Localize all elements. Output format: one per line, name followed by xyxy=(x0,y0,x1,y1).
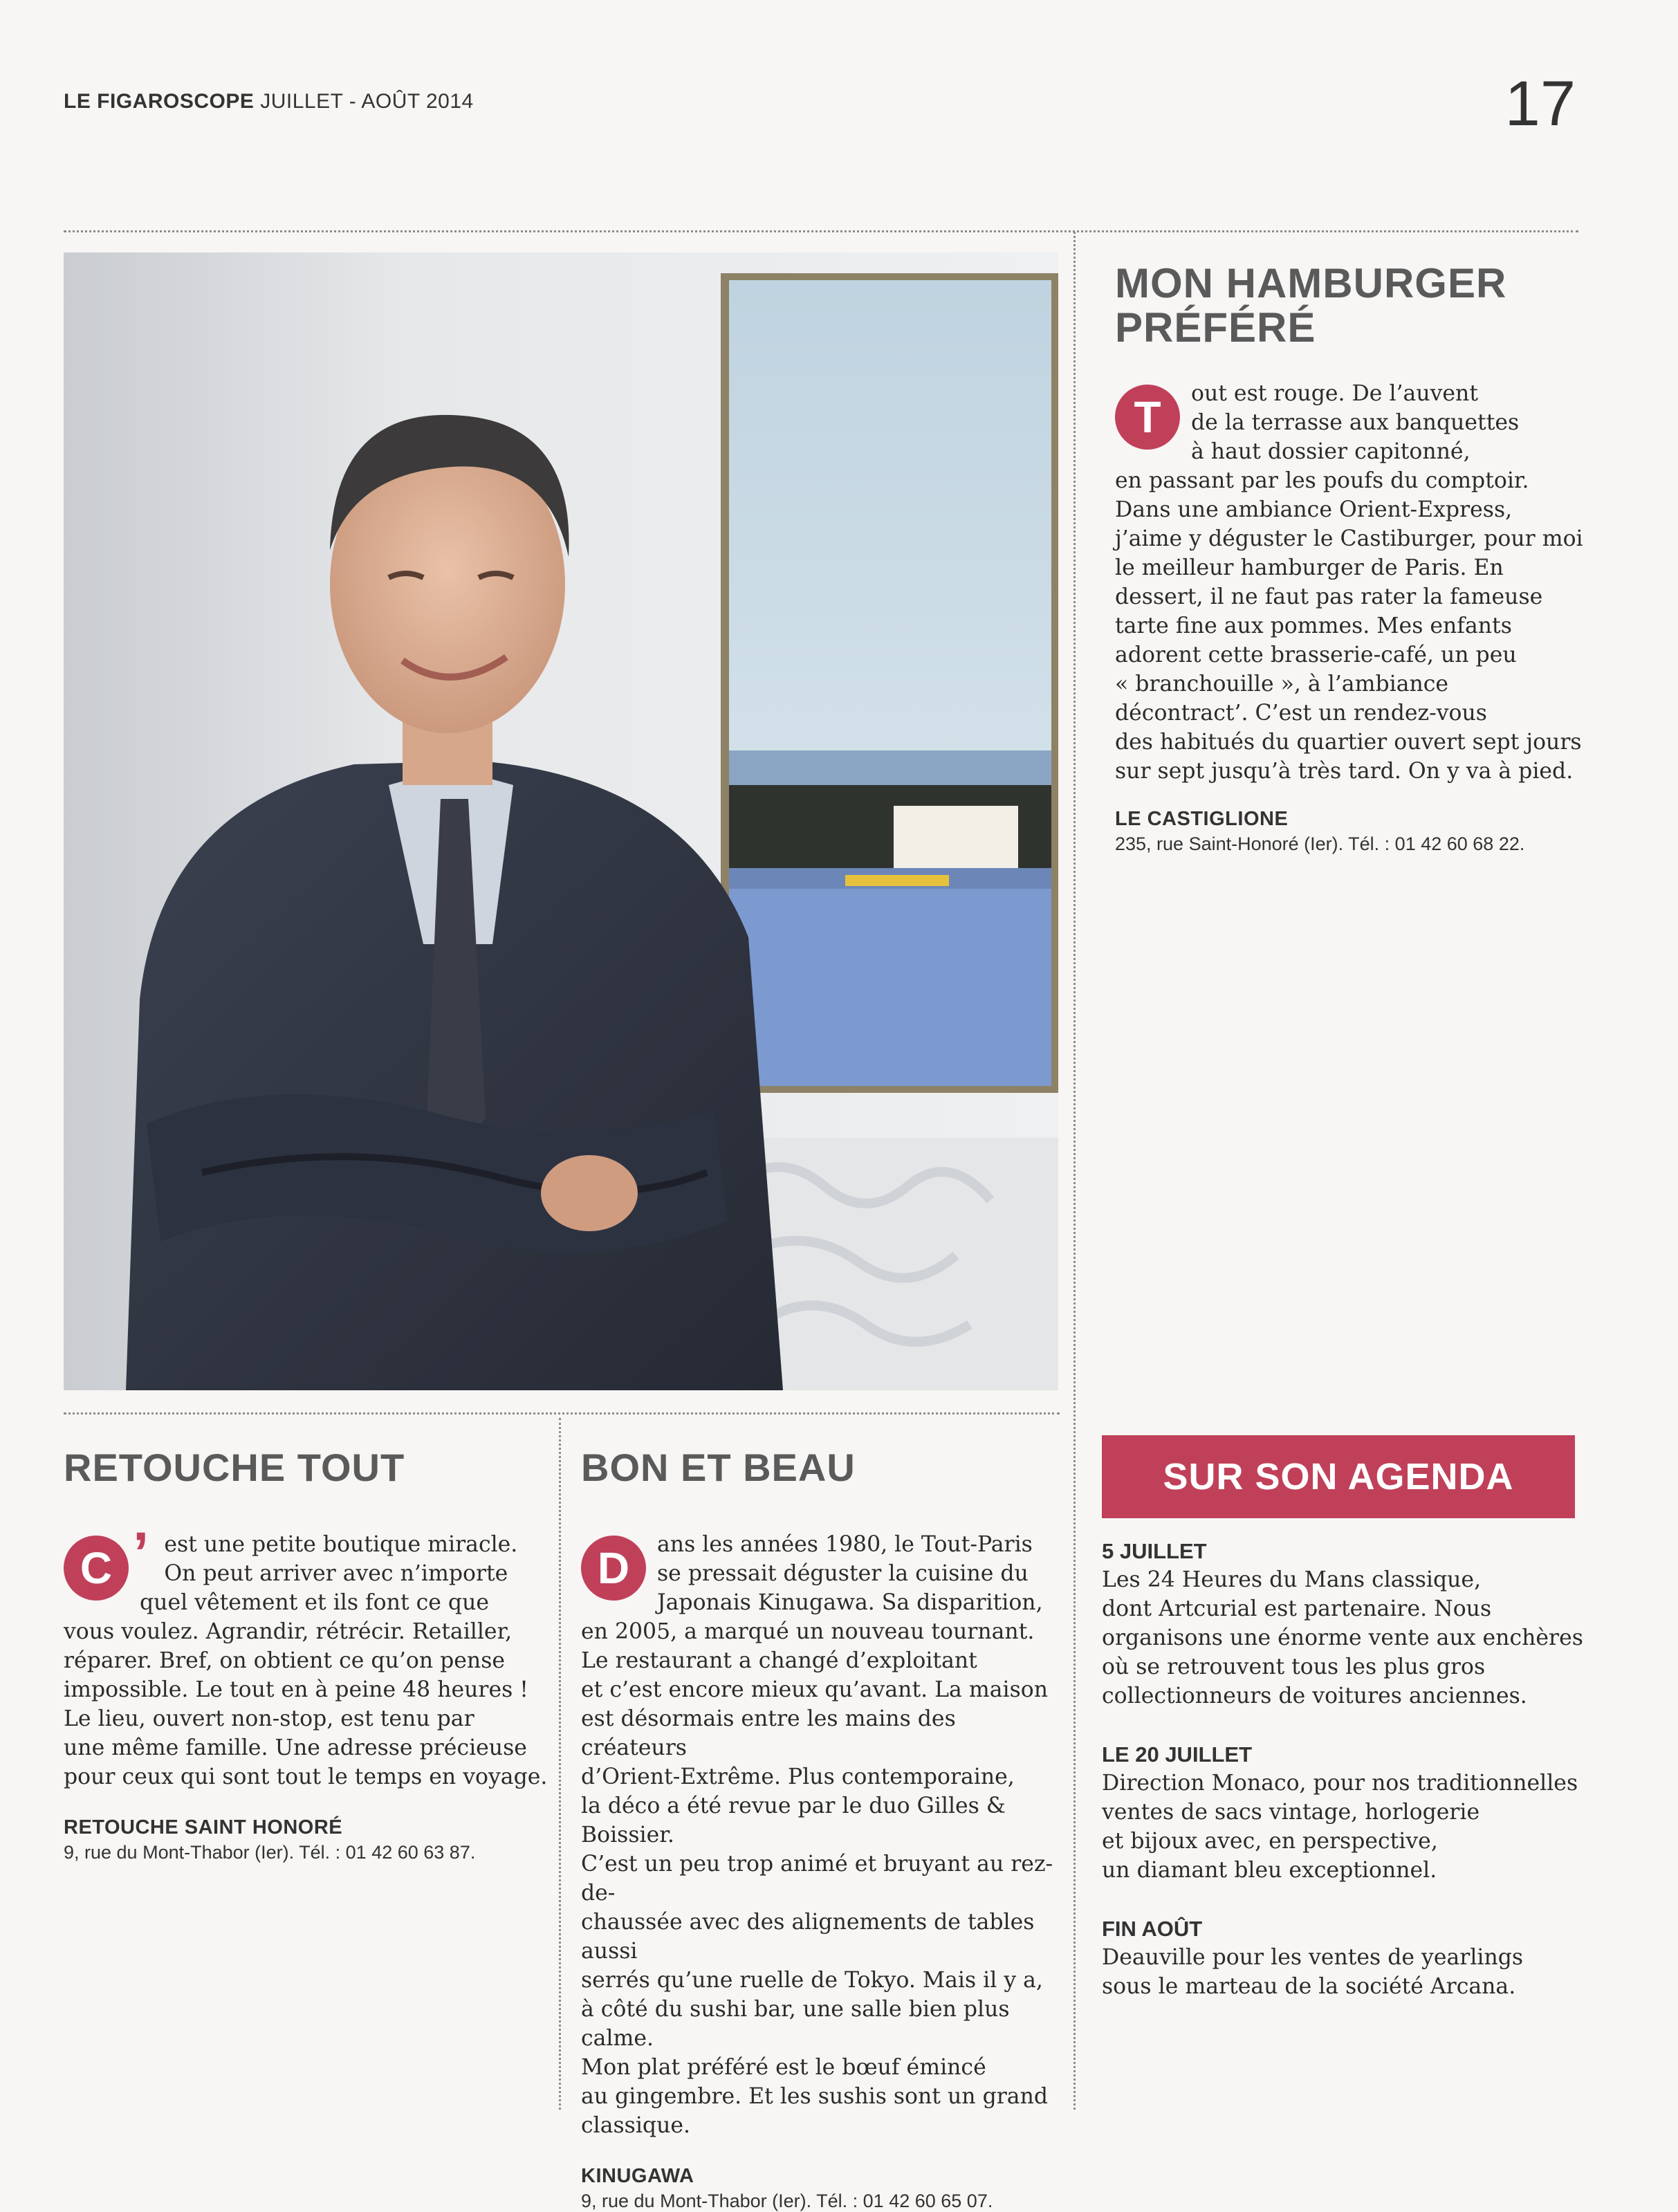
venue-address: 9, rue du Mont-Thabor (Ier). Tél. : 01 42 60 65 07. xyxy=(581,2191,993,2211)
text-line: ans les années 1980, le Tout-Paris xyxy=(657,1532,1033,1557)
agenda-list xyxy=(1102,1539,1600,2001)
text-line: Le lieu, ouvert non-stop, est tenu par xyxy=(64,1706,474,1731)
text-line: « branchouille », à l’ambiance xyxy=(1115,672,1449,697)
text-line: réparer. Bref, on obtient ce qu’on pense xyxy=(64,1648,506,1673)
bonbeau-article xyxy=(581,1530,1065,2212)
text-line: Japonais Kinugawa. Sa disparition, xyxy=(657,1590,1043,1615)
agenda-entry xyxy=(1102,1917,1600,2001)
text-line: est désormais entre les mains des créateurs xyxy=(581,1706,956,1760)
right-column-divider xyxy=(1073,232,1076,2110)
text-line: décontract’. C’est un rendez-vous xyxy=(1115,701,1487,726)
text-line: un diamant bleu exceptionnel. xyxy=(1102,1858,1437,1883)
text-line: Dans une ambiance Orient-Express, xyxy=(1115,497,1513,522)
text-line: sur sept jusqu’à très tard. On y va à pied. xyxy=(1115,759,1574,784)
page-number: 17 xyxy=(1504,68,1576,139)
agenda-text xyxy=(1102,1769,1600,1885)
publication-name: LE FIGAROSCOPE xyxy=(64,90,255,113)
text-line: collectionneurs de voitures anciennes. xyxy=(1102,1684,1527,1708)
text-line: quel vêtement et ils font ce que xyxy=(140,1590,489,1615)
hamburger-heading-line2: PRÉFÉRÉ xyxy=(1115,304,1316,351)
text-line: Direction Monaco, pour nos traditionnelles xyxy=(1102,1771,1578,1796)
text-line: et bijoux avec, en perspective, xyxy=(1102,1829,1438,1854)
hamburger-body xyxy=(1115,379,1599,786)
venue-name: RETOUCHE SAINT HONORÉ xyxy=(64,1816,343,1838)
text-line: out est rouge. De l’auvent xyxy=(1191,381,1478,406)
agenda-date: 5 JUILLET xyxy=(1102,1539,1207,1563)
text-line: d’Orient-Extrême. Plus contemporaine, xyxy=(581,1764,1015,1789)
text-line: serrés qu’une ruelle de Tokyo. Mais il y a, xyxy=(581,1968,1043,1993)
text-line: au gingembre. Et les sushis sont un grand xyxy=(581,2084,1049,2109)
text-line: On peut arriver avec n’importe xyxy=(164,1561,508,1586)
text-line: Deauville pour les ventes de yearlings xyxy=(1102,1945,1524,1970)
bonbeau-section xyxy=(581,1447,1065,1488)
hamburger-venue xyxy=(1115,808,1599,855)
text-line: vous voulez. Agrandir, rétrécir. Retailler, xyxy=(64,1619,513,1644)
retouche-venue xyxy=(64,1816,548,1863)
venue-name: KINUGAWA xyxy=(581,2165,694,2187)
text-line: à côté du sushi bar, une salle bien plus calme. xyxy=(581,1997,1010,2051)
issue-date: JUILLET - AOÛT 2014 xyxy=(260,90,474,113)
text-line: Les 24 Heures du Mans classique, xyxy=(1102,1567,1482,1592)
text-line: chaussée avec des alignements de tables aussi xyxy=(581,1910,1035,1964)
agenda-entry xyxy=(1102,1742,1600,1885)
bonbeau-body xyxy=(581,1530,1065,2140)
venue-name: LE CASTIGLIONE xyxy=(1115,808,1289,830)
bonbeau-dropcap: D xyxy=(581,1536,646,1601)
hamburger-heading-line1: MON HAMBURGER xyxy=(1115,260,1507,306)
retouche-heading: RETOUCHE TOUT xyxy=(64,1446,405,1489)
text-line: des habitués du quartier ouvert sept jours xyxy=(1115,730,1582,755)
text-line: organisons une énorme vente aux enchères xyxy=(1102,1625,1583,1650)
text-line: une même famille. Une adresse précieuse xyxy=(64,1735,527,1760)
agenda-banner: SUR SON AGENDA xyxy=(1102,1435,1575,1518)
top-divider xyxy=(64,230,1578,232)
venue-address: 235, rue Saint-Honoré (Ier). Tél. : 01 42 60 68 22. xyxy=(1115,833,1525,854)
text-line: de la terrasse aux banquettes xyxy=(1191,410,1520,435)
text-line: Le restaurant a changé d’exploitant xyxy=(581,1648,977,1673)
text-line: où se retrouvent tous les plus gros xyxy=(1102,1655,1486,1679)
hamburger-dropcap: T xyxy=(1115,385,1180,450)
text-line: en 2005, a marqué un nouveau tournant. xyxy=(581,1619,1035,1644)
text-line: classique. xyxy=(581,2113,691,2138)
center-column-divider xyxy=(559,1418,561,2110)
agenda-entry xyxy=(1102,1539,1600,1711)
text-line: est une petite boutique miracle. xyxy=(164,1532,518,1557)
text-line: la déco a été revue par le duo Gilles & Boissier. xyxy=(581,1794,1006,1847)
bonbeau-venue xyxy=(581,2165,1065,2212)
text-line: et c’est encore mieux qu’avant. La maison xyxy=(581,1677,1048,1702)
text-line: se pressait déguster la cuisine du xyxy=(657,1561,1029,1586)
agenda-text xyxy=(1102,1565,1600,1711)
text-line: dessert, il ne faut pas rater la fameuse xyxy=(1115,584,1543,609)
text-line: j’aime y déguster le Castiburger, pour moi xyxy=(1115,526,1583,551)
text-line: Mon plat préféré est le bœuf émincé xyxy=(581,2055,986,2080)
venue-address: 9, rue du Mont-Thabor (Ier). Tél. : 01 42 60 63 87. xyxy=(64,1842,476,1863)
hamburger-article xyxy=(1115,379,1599,855)
agenda-text xyxy=(1102,1943,1600,2001)
text-line: dont Artcurial est partenaire. Nous xyxy=(1102,1596,1492,1621)
middle-divider xyxy=(64,1412,1060,1414)
running-header xyxy=(64,90,474,113)
text-line: adorent cette brasserie-café, un peu xyxy=(1115,643,1517,667)
retouche-article xyxy=(64,1520,548,1863)
hamburger-heading xyxy=(1115,261,1599,349)
text-line: C’est un peu trop animé et bruyant au rez-de- xyxy=(581,1852,1053,1906)
text-line: sous le marteau de la société Arcana. xyxy=(1102,1974,1516,1999)
portrait-photo xyxy=(64,252,1058,1390)
retouche-apostrophe: ’ xyxy=(133,1520,149,1585)
text-line: tarte fine aux pommes. Mes enfants xyxy=(1115,614,1512,638)
retouche-section xyxy=(64,1447,548,1488)
text-line: en passant par les poufs du comptoir. xyxy=(1115,468,1529,493)
agenda-date: FIN AOÛT xyxy=(1102,1917,1203,1941)
hamburger-section xyxy=(1115,261,1599,349)
text-line: pour ceux qui sont tout le temps en voyage. xyxy=(64,1764,548,1789)
retouche-dropcap: C xyxy=(64,1536,129,1601)
bonbeau-heading: BON ET BEAU xyxy=(581,1446,856,1489)
text-line: à haut dossier capitonné, xyxy=(1191,439,1470,464)
agenda-date: LE 20 JUILLET xyxy=(1102,1742,1253,1767)
text-line: impossible. Le tout en à peine 48 heures ! xyxy=(64,1677,528,1702)
text-line: le meilleur hamburger de Paris. En xyxy=(1115,555,1504,580)
text-line: ventes de sacs vintage, horlogerie xyxy=(1102,1800,1480,1825)
